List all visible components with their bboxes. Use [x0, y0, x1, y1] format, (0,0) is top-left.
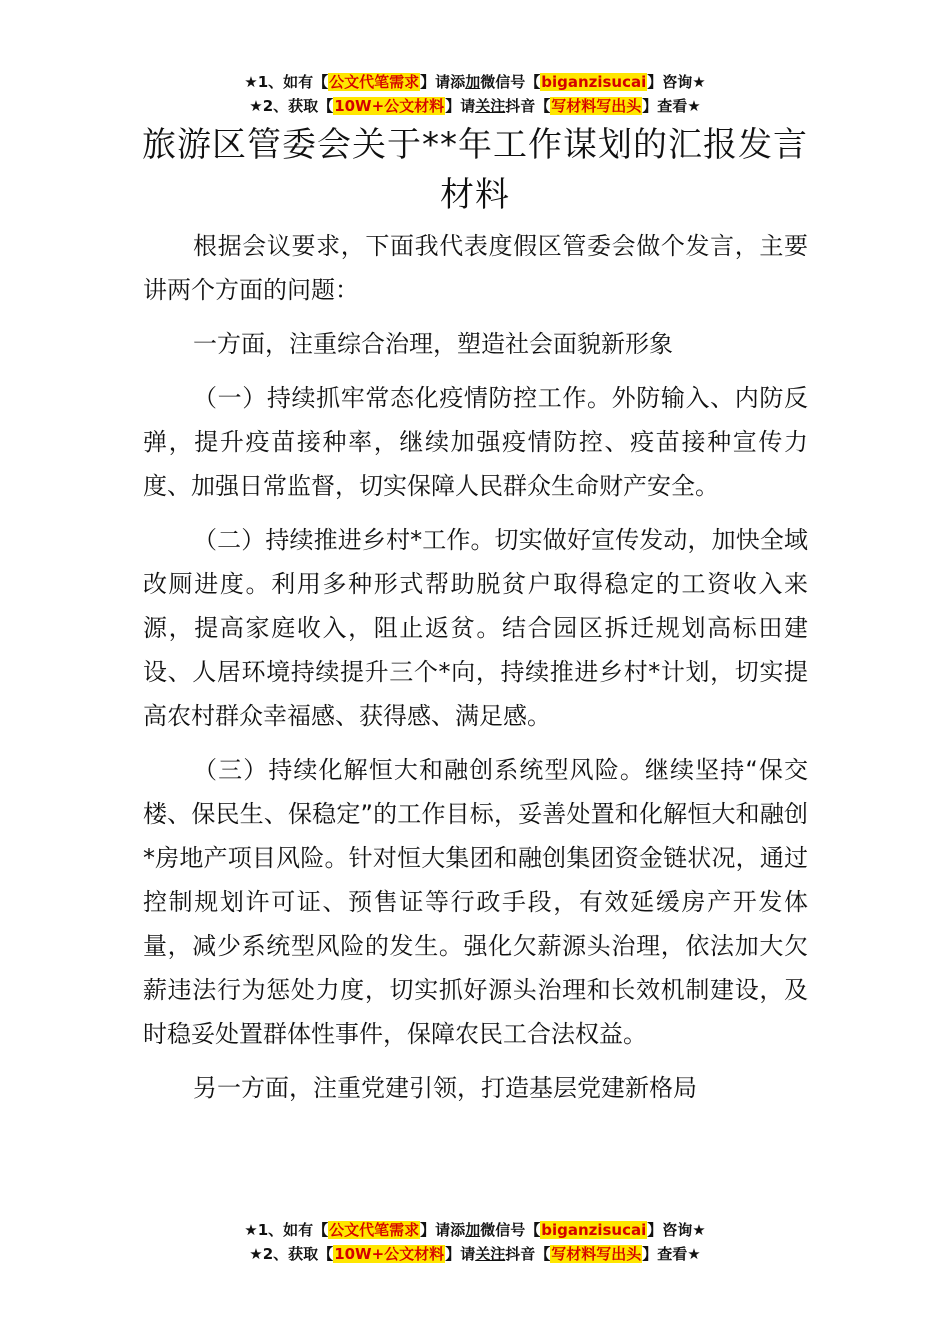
promo-douyin-name: 写材料写出头: [551, 97, 642, 115]
subsection-2: （二）持续推进乡村*工作。切实做好宣传发动，加快全域改厕进度。利用多种形式帮助脱贫户取得稳定的工资收入来源，提高家庭收入，阻止返贫。结合园区拆迁规划高标田建设、人居环境持续提升三个*向，持续推进乡村*计划，切实提高农村群众幸福感、获得感、满足感。: [143, 526, 808, 730]
promo-text: 】查看★: [642, 97, 701, 115]
document-title: [140, 120, 810, 220]
document-body: [143, 224, 808, 1120]
promo-highlight: 10W+公文材料: [334, 97, 445, 115]
title-line-2: 材料: [440, 175, 510, 215]
subsection-1: （一）持续抓牢常态化疫情防控工作。外防输入、内防反弹，提升疫苗接种率，继续加强疫情防控、疫苗接种宣传力度、加强日常监督，切实保障人民群众生命财产安全。: [143, 384, 808, 500]
promo-text: 抖音【: [505, 1245, 551, 1263]
top-promo-banner: [0, 70, 950, 118]
title-line-1: 旅游区管委会关于**年工作谋划的汇报发言: [142, 125, 808, 165]
promo-underlined: 加: [465, 1221, 481, 1239]
promo-text: 微信号【: [480, 73, 541, 91]
intro-paragraph: 根据会议要求，下面我代表度假区管委会做个发言，主要讲两个方面的问题：: [143, 232, 808, 304]
promo-underlined: 关注: [475, 1245, 506, 1263]
promo-wechat-id: biganzisucai: [541, 1221, 647, 1239]
promo-text: 】咨询★: [647, 1221, 706, 1239]
promo-text: 微信号【: [480, 1221, 541, 1239]
promo-line-2: [0, 1242, 950, 1266]
promo-line-2: [0, 94, 950, 118]
promo-line-1: [0, 1218, 950, 1242]
promo-douyin-name: 写材料写出头: [551, 1245, 642, 1263]
promo-underlined: 加: [465, 73, 481, 91]
promo-line-1: [0, 70, 950, 94]
promo-text: 】查看★: [642, 1245, 701, 1263]
promo-text: 】咨询★: [647, 73, 706, 91]
section-heading-1: 一方面，注重综合治理，塑造社会面貌新形象: [193, 330, 673, 358]
promo-text: ★2、获取【: [249, 97, 334, 115]
subsection-3: （三）持续化解恒大和融创系统型风险。继续坚持“保交楼、保民生、保稳定”的工作目标，妥善处置和化解恒大和融创*房地产项目风险。针对恒大集团和融创集团资金链状况，通过控制规划许可证、预售证等行政手段，有效延缓房产开发体量，减少系统型风险的发生。强化欠薪源头治理，依法加大欠薪违法行为惩处力度，切实抓好源头治理和长效机制建设，及时稳妥处置群体性事件，保障农民工合法权益。: [143, 756, 808, 1048]
promo-text: 抖音【: [505, 97, 551, 115]
section-heading-2: 另一方面，注重党建引领，打造基层党建新格局: [193, 1074, 697, 1102]
promo-wechat-id: biganzisucai: [541, 73, 647, 91]
promo-text: 】请: [445, 97, 476, 115]
promo-highlight: 公文代笔需求: [329, 73, 420, 91]
promo-text: 】请添: [420, 1221, 466, 1239]
promo-text: 】请: [445, 1245, 476, 1263]
promo-underlined: 关注: [475, 97, 506, 115]
promo-text: ★1、如有【: [244, 1221, 329, 1239]
bottom-promo-banner: [0, 1218, 950, 1266]
promo-text: 】请添: [420, 73, 466, 91]
promo-text: ★2、获取【: [249, 1245, 334, 1263]
promo-highlight: 10W+公文材料: [334, 1245, 445, 1263]
promo-text: ★1、如有【: [244, 73, 329, 91]
promo-highlight: 公文代笔需求: [329, 1221, 420, 1239]
